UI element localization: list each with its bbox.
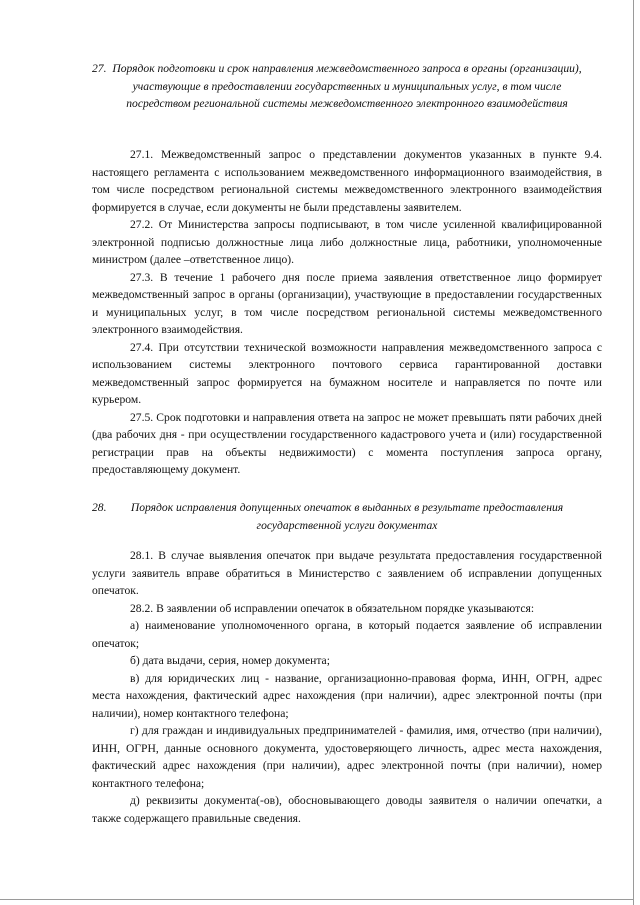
paragraph-28-2-g: г) для граждан и индивидуальных предпринимателей - фамилия, имя, отчество (при наличии), ИНН, ОГРН, данные основного документа, удостоверяющего личность, адрес места нахождения, фактический адрес нахождения (при наличии), адрес электронной почты (при наличии), номер контактного телефона; [92,724,602,790]
paragraph-27-2: 27.2. От Министерства запросы подписывают, в том числе усиленной квалифицированной электронной подписью должностные лица либо должностные лица, работники, уполномоченные министром (далее –ответственное лицо). [92,218,602,266]
section-27-number: 27. [92,62,107,75]
paragraph-28-2-d: д) реквизиты документа(-ов), обосновывающего доводы заявителя о наличии опечатки, а также содержащего правильные сведения. [92,794,602,825]
section-27-body [92,146,602,479]
section-27-heading [92,60,602,113]
section-28-title: Порядок исправления допущенных опечаток в выданных в результате предоставления государственной услуги документах [130,501,564,532]
section-28-number: 28. [92,501,107,514]
paragraph-27-3: 27.3. В течение 1 рабочего дня после приема заявления ответственное лицо формирует межведомственный запрос в органы (организации), участвующие в предоставлении государственных и муниципальных услуг, в том числе посредством региональной системы межведомственного электронного взаимодействия. [92,270,602,336]
paragraph-28-2-b: б) дата выдачи, серия, номер документа; [130,654,330,667]
section-28-body [92,547,602,827]
page-edge-bottom [0,899,634,900]
paragraph-27-4: 27.4. При отсутствии технической возможности направления межведомственного запроса с использованием системы электронного почтового сервиса гарантированной доставки межведомственный запрос формируется на бумажном носителе и направляется по почте или курьером. [92,340,602,406]
paragraph-27-1: 27.1. Межведомственный запрос о представлении документов указанных в пункте 9.4. настоящего регламента с использованием межведомственного информационного взаимодействия, в том числе посредством региональной системы межведомственного электронного взаимодействия формируется в случае, если документы не были представлены заявителем. [92,148,602,214]
paragraph-28-1: 28.1. В случае выявления опечаток при выдаче результата предоставления государственной услуги заявитель вправе обратиться в Министерство с заявлением об исправлении допущенных опечаток. [92,549,602,597]
paragraph-28-2: 28.2. В заявлении об исправлении опечаток в обязательном порядке указываются: [130,601,535,615]
paragraph-28-2-a: а) наименование уполномоченного органа, в который подается заявление об исправлении опечаток; [92,619,602,650]
paragraph-27-5: 27.5. Срок подготовки и направления ответа на запрос не может превышать пяти рабочих дней (два рабочих дня - при осуществлении государственного кадастрового учета и (или) государственной регистрации прав на объекты недвижимости) с момента поступления запроса органу, предоставляющему документ. [92,410,602,476]
section-28-heading [92,499,602,534]
page-edge-right [633,0,634,905]
section-27-title: Порядок подготовки и срок направления межведомственного запроса в органы (организации), участвующие в предоставлении государственных и муниципальных услуг, в том числе посредством региональной системы межведомственного электронного взаимодействия [112,62,582,110]
paragraph-28-2-v: в) для юридических лиц - название, организационно-правовая форма, ИНН, ОГРН, адрес места нахождения, фактический адрес нахождения (при наличии), адрес электронной почты (при наличии), номер контактного телефона; [92,671,602,720]
